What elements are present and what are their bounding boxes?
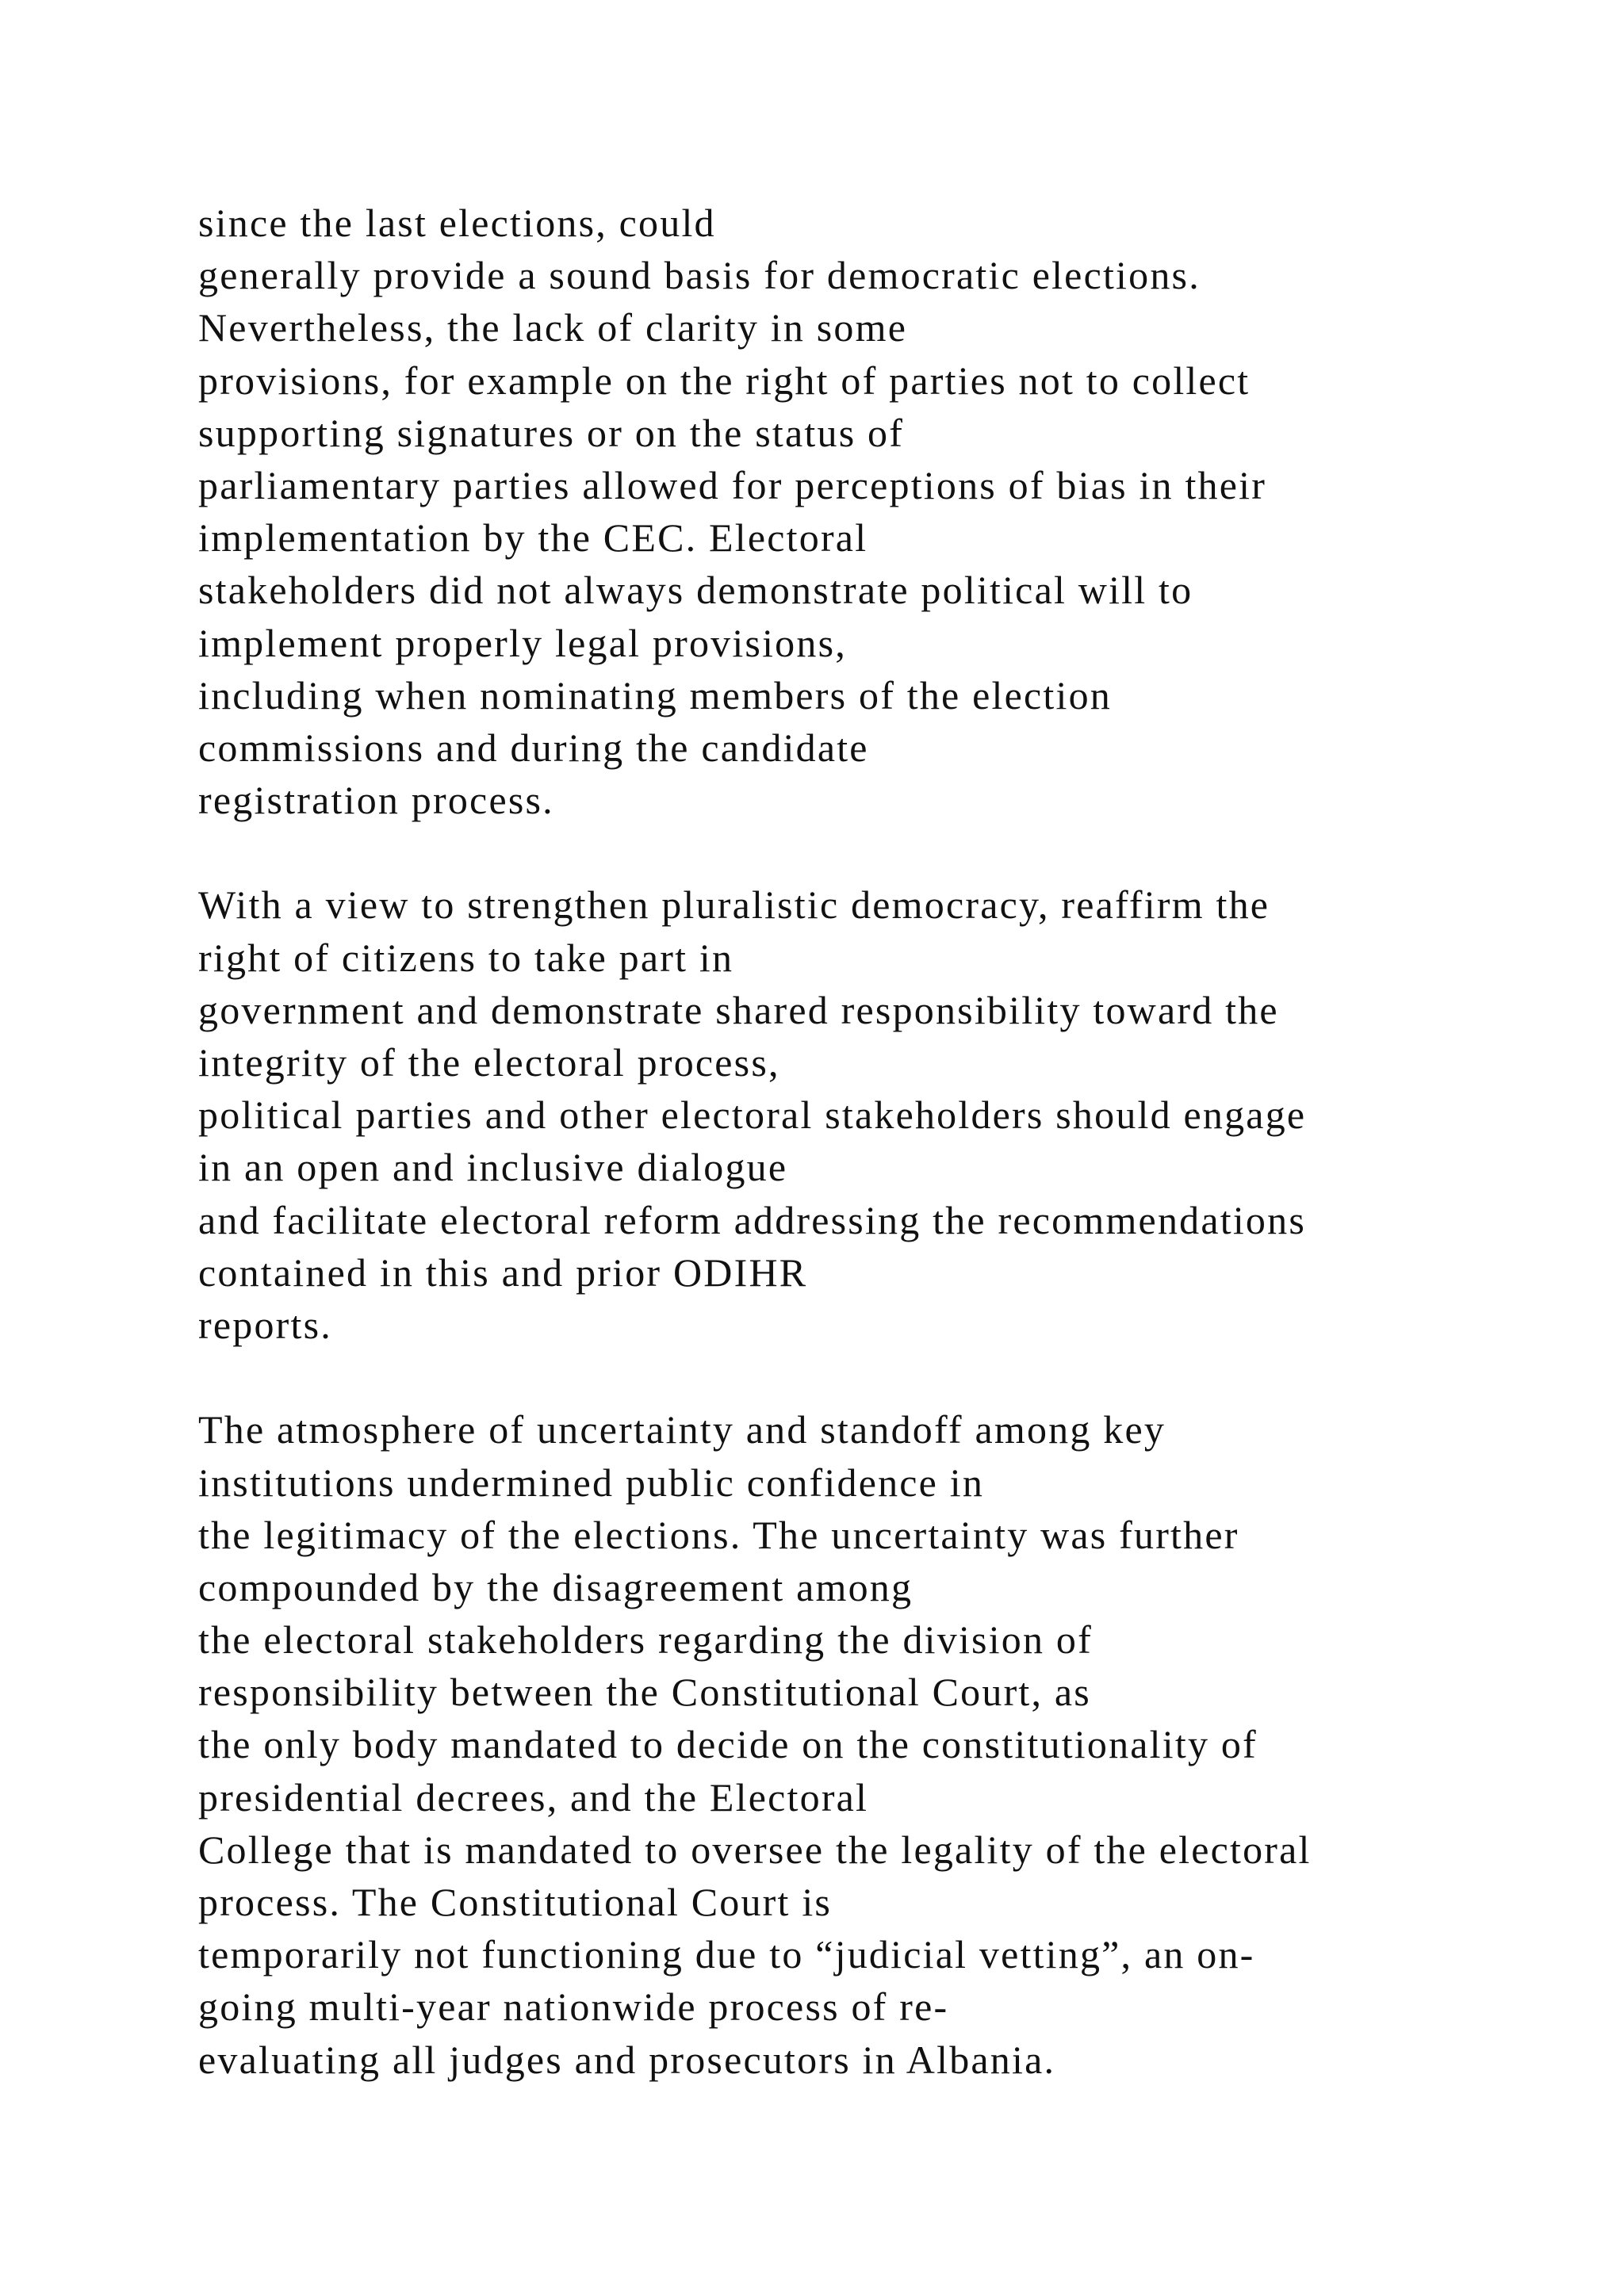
paragraph-2 <box>198 878 1546 1351</box>
text-line: registration process. <box>198 778 554 823</box>
text-line: process. The Constitutional Court is <box>198 1880 833 1924</box>
text-line: The atmosphere of uncertainty and standoff among key <box>198 1407 1166 1452</box>
text-line: supporting signatures or on the status of <box>198 410 905 455</box>
text-line: right of citizens to take part in <box>198 935 734 980</box>
text-line: the legitimacy of the elections. The uncertainty was further <box>198 1512 1239 1557</box>
text-line: responsibility between the Constitutional Court, as <box>198 1670 1091 1715</box>
text-line: evaluating all judges and prosecutors in Albania. <box>198 2037 1056 2082</box>
text-line: in an open and inclusive dialogue <box>198 1145 788 1190</box>
text-line: compounded by the disagreement among <box>198 1564 914 1609</box>
text-line: provisions, for example on the right of parties not to collect <box>198 358 1251 403</box>
text-line: generally provide a sound basis for democratic elections. <box>198 253 1201 298</box>
text-line: reports. <box>198 1302 332 1347</box>
text-line: the only body mandated to decide on the constitutionality of <box>198 1722 1258 1767</box>
text-line: presidential decrees, and the Electoral <box>198 1774 869 1820</box>
text-line: contained in this and prior ODIHR <box>198 1249 808 1295</box>
text-line: Nevertheless, the lack of clarity in some <box>198 305 908 350</box>
text-line: commissions and during the candidate <box>198 725 869 770</box>
paragraph-spacer <box>198 826 1546 878</box>
text-line: implement properly legal provisions, <box>198 620 847 665</box>
text-line: temporarily not functioning due to “judicial vetting”, an on- <box>198 1932 1255 1977</box>
text-line: political parties and other electoral stakeholders should engage <box>198 1093 1307 1138</box>
text-line: College that is mandated to oversee the legality of the electoral <box>198 1827 1312 1872</box>
paragraph-3 <box>198 1403 1546 2085</box>
text-line: since the last elections, could <box>198 201 716 245</box>
text-line: government and demonstrate shared responsibility toward the <box>198 987 1279 1032</box>
text-line: and facilitate electoral reform addressing the recommendations <box>198 1197 1306 1242</box>
text-line: going multi-year nationwide process of re- <box>198 1984 949 2030</box>
text-line: With a view to strengthen pluralistic democracy, reaffirm the <box>198 882 1270 928</box>
paragraph-spacer <box>198 1351 1546 1403</box>
text-line: stakeholders did not always demonstrate political will to <box>198 568 1193 613</box>
document-body <box>198 197 1546 2086</box>
text-line: the electoral stakeholders regarding the division of <box>198 1617 1093 1663</box>
text-line: institutions undermined public confidence in <box>198 1460 985 1505</box>
text-line: including when nominating members of the election <box>198 672 1112 718</box>
text-line: implementation by the CEC. Electoral <box>198 515 868 561</box>
text-line: integrity of the electoral process, <box>198 1040 780 1085</box>
paragraph-1 <box>198 197 1546 826</box>
text-line: parliamentary parties allowed for perceptions of bias in their <box>198 462 1267 507</box>
